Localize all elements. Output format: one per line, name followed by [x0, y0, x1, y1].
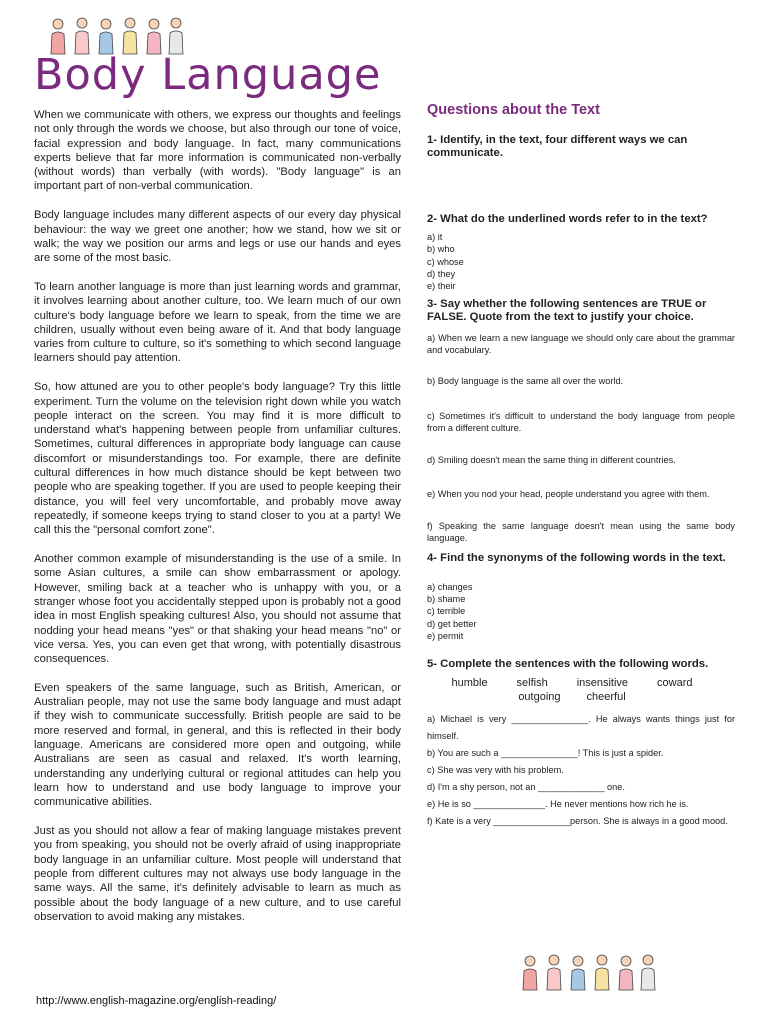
list-item: b) You are such a _______________! This is just a spider.	[427, 748, 664, 759]
people-illustration-icon	[518, 952, 658, 992]
paragraph: Body language includes many different aspects of our every day physical behaviour: the way we greet one another; how we stand, how we sit or walk; the way we position our arms and legs or use our hands and eyes are some of the most basic.	[34, 209, 401, 265]
questions-heading: Questions about the Text	[427, 102, 600, 118]
list-item: a) changes	[427, 582, 473, 593]
question-1: 1- Identify, in the text, four different ways we can communicate.	[427, 134, 688, 160]
list-item: e) He is so ______________. He never mentions how rich he is.	[427, 799, 689, 810]
word-bank-item: cheerful	[586, 691, 626, 704]
word-bank-item: outgoing	[518, 691, 561, 704]
word-bank-item: coward	[657, 677, 693, 690]
list-item: f) Kate is a very _______________person. She is always in a good mood.	[427, 816, 728, 827]
list-item: c) Sometimes it's difficult to understand the body language from people from a different culture.	[427, 410, 735, 434]
question-2-options	[427, 231, 735, 292]
list-item: c) whose	[427, 256, 464, 267]
list-item: e) permit	[427, 630, 464, 641]
list-item: a) Michael is very _______________. He always wants things just for himself.	[427, 714, 735, 742]
list-item: e) their	[427, 281, 456, 292]
list-item: f) Speaking the same language doesn't mean using the same body language.	[427, 520, 735, 543]
list-item: a) it	[427, 232, 443, 243]
paragraph: Even speakers of the same language, such as British, American, or Australian people, may not use the same body language and must adapt if they wish to communicate successfully. British people are said to be more reserved and formal, in general, and this is reflected in their body language. Americans are considered more open and outgoing, while Australians are seen as casual and relaxed. It's worth learning, understanding any underlying cultural or regional attitudes can help you learn how to understand and use body language to improve your communicative abilities.	[34, 681, 401, 809]
list-item: b) Body language is the same all over the world.	[427, 375, 624, 386]
word-bank-row	[437, 691, 707, 703]
paragraph: When we communicate with others, we express our thoughts and feelings not only through the words we choose, but also through our tone of voice, facial expression and body language. In fact, many communications experts believe that far more information is communicated non-verbally (without words) than verbally (with words). "Body language" is an important part of non-verbal communication.	[34, 109, 401, 193]
list-item: d) I'm a shy person, not an _____________ one.	[427, 782, 625, 793]
paragraph: So, how attuned are you to other people's body language? Try this little experiment. Turn the volume on the television right down while you watch people interact on the screen. You may find it is more difficult to understand what's happening between people from unfamiliar cultures. Sometimes, cultural differences in appropriate body language can cause discomfort or misunderstandings too. For example, there are definite cultural differences in how much distance should be kept between two people who are speaking together. If you are used to people keeping their distance, you will feel very uncomfortable, and probably move away repeatedly, if someone keeps trying to stand closer to you at a party! We call this the "personal comfort zone".	[34, 381, 401, 537]
list-item: c) terrible	[427, 606, 466, 617]
question-3: 3- Say whether the following sentences are TRUE or FALSE. Quote from the text to justify your choice.	[427, 298, 707, 324]
list-item: a) When we learn a new language we should only care about the grammar and vocabulary.	[427, 333, 735, 356]
list-item: d) get better	[427, 618, 477, 629]
word-bank-item: insensitive	[576, 677, 629, 690]
list-item: d) they	[427, 268, 456, 279]
question-4: 4- Find the synonyms of the following words in the text.	[427, 552, 726, 565]
article-body	[34, 108, 401, 939]
paragraph: To learn another language is more than just learning words and grammar, it involves learning about another culture, too. We learn much of our own culture's body language before we learn to speak, from the time we are children, usually without even being aware of it. And that body language varies from culture to culture, so it's something to which second language learners should pay attention.	[34, 280, 401, 365]
paragraph: Another common example of misunderstanding is the use of a smile. In some Asian cultures, a smile can show embarrassment or apology. However, smiling back at a teacher who is unhappy with you, or a stranger whose foot you accidentally stepped upon is probably not a good idea in most English speaking cultures! Also, you should not assume that nodding your head means "yes" or that shaking your head means "no" or vice versa. Yes, you can even get that wrong, with potentially disastrous consequences.	[34, 553, 401, 666]
list-item: b) who	[427, 244, 455, 255]
question-4-options	[427, 581, 735, 642]
question-5: 5- Complete the sentences with the following words.	[427, 658, 709, 671]
list-item: e) When you nod your head, people understand you agree with them.	[427, 489, 710, 500]
question-2: 2- What do the underlined words refer to in the text?	[427, 213, 708, 226]
page-title: Body Language	[34, 50, 382, 100]
paragraph: Just as you should not allow a fear of making language mistakes prevent you from speaking, you should not be overly afraid of using inappropriate body language in an unfamiliar culture. Most people will understand that people from different cultures may not always use body language in the same ways. All the same, it's definitely advisable to learn as much as possible about the body language of a new culture, and to use careful observation to avoid making any mistakes.	[34, 825, 401, 923]
list-item: d) Smiling doesn't mean the same thing in different countries.	[427, 455, 676, 466]
source-url-link[interactable]: http://www.english-magazine.org/english-reading/	[36, 995, 277, 1007]
list-item: b) shame	[427, 594, 466, 605]
questions-section	[427, 104, 735, 830]
word-bank-item: humble	[451, 677, 488, 690]
list-item: c) She was very with his problem.	[427, 765, 564, 776]
word-bank-row	[437, 677, 707, 689]
word-bank-item: selfish	[516, 677, 548, 690]
